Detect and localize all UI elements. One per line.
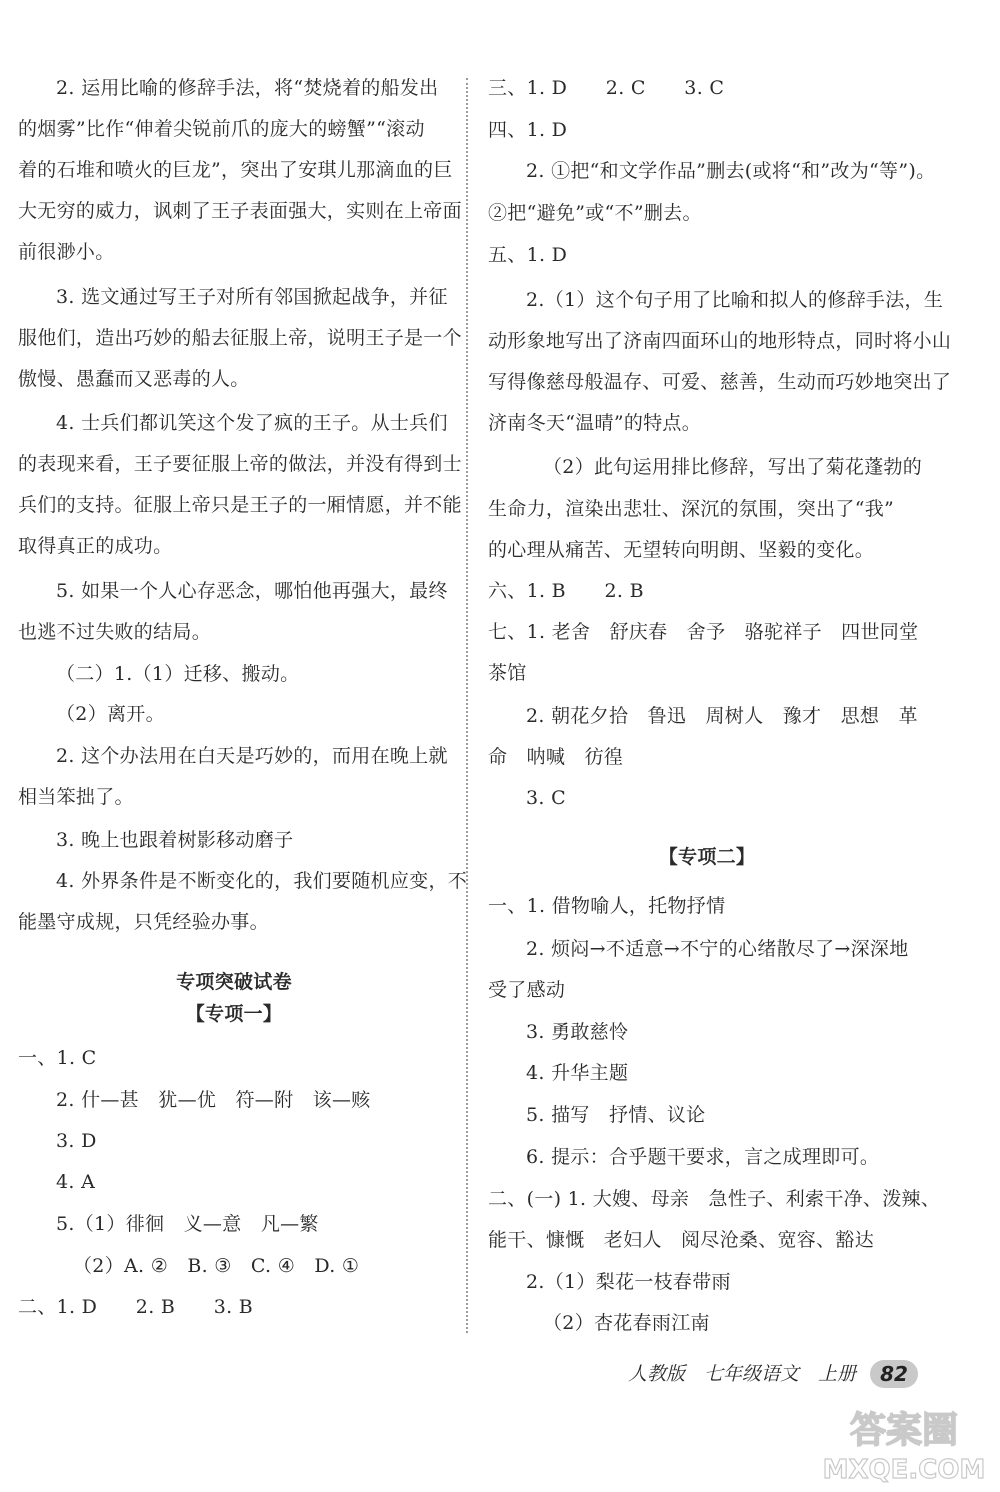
text-line: 兵们的支持。征服上帝只是王子的一厢情愿，并不能	[18, 494, 462, 516]
text-line: 一、1. 借物喻人，托物抒情	[488, 895, 726, 917]
text-line: 2. 什—甚 犹—优 符—附 该—赅	[56, 1089, 371, 1111]
text-line: （二）1.（1）迁移、搬动。	[56, 663, 300, 685]
text-line: 五、1. D	[488, 244, 568, 266]
text-line: 的表现来看，王子要征服上帝的做法，并没有得到士	[18, 453, 462, 475]
text-line: 2. 这个办法用在白天是巧妙的，而用在晚上就	[56, 745, 448, 767]
text-line: 2. 朝花夕拾 鲁迅 周树人 豫才 思想 革	[526, 705, 918, 727]
section-title: 【专项二】	[658, 846, 756, 868]
text-line: 六、1. B 2. B	[488, 580, 644, 602]
text-line: 的心理从痛苦、无望转向明朗、坚毅的变化。	[488, 539, 875, 561]
text-line: 2.（1）这个句子用了比喻和拟人的修辞手法，生	[526, 289, 944, 311]
text-line: 3. C	[526, 787, 566, 809]
text-line: 生命力，渲染出悲壮、深沉的氛围，突出了“我”	[488, 498, 895, 520]
text-line: 动形象地写出了济南四面环山的地形特点，同时将小山	[488, 330, 952, 352]
section-title: 专项突破试卷	[176, 971, 292, 993]
text-line: 七、1. 老舍 舒庆春 舍予 骆驼祥子 四世同堂	[488, 621, 919, 643]
text-line: 3. 选文通过写王子对所有邻国掀起战争，并征	[56, 286, 448, 308]
watermark-graphic	[814, 1398, 994, 1486]
text-line: 3. 晚上也跟着树影移动磨子	[56, 829, 294, 851]
text-line: 5. 如果一个人心存恶念，哪怕他再强大，最终	[56, 580, 448, 602]
text-line: 4. 士兵们都讥笑这个发了疯的王子。从士兵们	[56, 412, 448, 434]
text-line: 能干、慷慨 老妇人 阅尽沧桑、宽容、豁达	[488, 1229, 875, 1251]
text-line: （2）此句运用排比修辞，写出了菊花蓬勃的	[543, 456, 923, 478]
column-divider	[466, 78, 468, 1333]
text-line: 4. 外界条件是不断变化的，我们要随机应变，不	[56, 870, 468, 892]
text-line: 2. ①把“和文学作品”删去(或将“和”改为“等”)。	[526, 160, 936, 182]
text-line: 着的石堆和喷火的巨龙”，突出了安琪儿那滴血的巨	[18, 159, 453, 181]
text-line: 的烟雾”比作“伸着尖锐前爪的庞大的螃蟹”“滚动	[18, 118, 425, 140]
text-line: 三、1. D 2. C 3. C	[488, 77, 725, 99]
text-line: 4. 升华主题	[526, 1062, 629, 1084]
text-line: 前很渺小。	[18, 241, 115, 263]
text-line: 4. A	[56, 1171, 96, 1193]
text-line: 取得真正的成功。	[18, 535, 173, 557]
text-line: 大无穷的威力，讽刺了王子表面强大，实则在上帝面	[18, 200, 462, 222]
text-line: 服他们，造出巧妙的船去征服上帝，说明王子是一个	[18, 327, 462, 349]
text-line: 2.（1）梨花一枝春带雨	[526, 1271, 731, 1293]
text-line: 四、1. D	[488, 119, 568, 141]
text-line: 也逃不过失败的结局。	[18, 621, 212, 643]
text-line: 傲慢、愚蠢而又恶毒的人。	[18, 368, 250, 390]
text-line: 2. 烦闷→不适意→不宁的心绪散尽了→深深地	[526, 938, 909, 960]
text-line: 3. 勇敢慈怜	[526, 1021, 629, 1043]
text-line: 受了感动	[488, 979, 566, 1001]
watermark-text-cn: 答案圈	[849, 1410, 959, 1451]
watermark-text-url: MXQE.COM	[822, 1455, 986, 1485]
text-line: 写得像慈母般温存、可爱、慈善，生动而巧妙地突出了	[488, 371, 952, 393]
text-line: 6. 提示：合乎题干要求，言之成理即可。	[526, 1146, 880, 1168]
text-line: 5. 描写 抒情、议论	[526, 1104, 706, 1126]
text-line: ②把“避免”或“不”删去。	[488, 202, 702, 224]
text-line: 能墨守成规，只凭经验办事。	[18, 911, 269, 933]
text-line: （2）离开。	[56, 703, 165, 725]
text-line: 一、1. C	[18, 1047, 97, 1069]
book-info: 人教版 七年级语文 上册	[628, 1363, 857, 1385]
text-line: 济南冬天“温晴”的特点。	[488, 412, 702, 434]
text-line: 相当笨拙了。	[18, 786, 134, 808]
text-line: 3. D	[56, 1130, 97, 1152]
text-line: 二、(一) 1. 大嫂、母亲 急性子、利索干净、泼辣、	[488, 1188, 941, 1210]
text-line: 茶馆	[488, 662, 527, 684]
text-line: （2）杏花春雨江南	[543, 1312, 710, 1334]
watermark-logo	[814, 1398, 994, 1486]
text-line: 二、1. D 2. B 3. B	[18, 1296, 254, 1318]
section-subtitle: 【专项一】	[185, 1003, 283, 1025]
page-number: 82	[870, 1360, 918, 1388]
text-line: 2. 运用比喻的修辞手法，将“焚烧着的船发出	[56, 77, 439, 99]
text-line: 5.（1）徘徊 义—意 凡—繁	[56, 1213, 319, 1235]
text-line: 命 呐喊 彷徨	[488, 746, 624, 768]
text-line: （2）A. ② B. ③ C. ④ D. ①	[73, 1255, 360, 1277]
